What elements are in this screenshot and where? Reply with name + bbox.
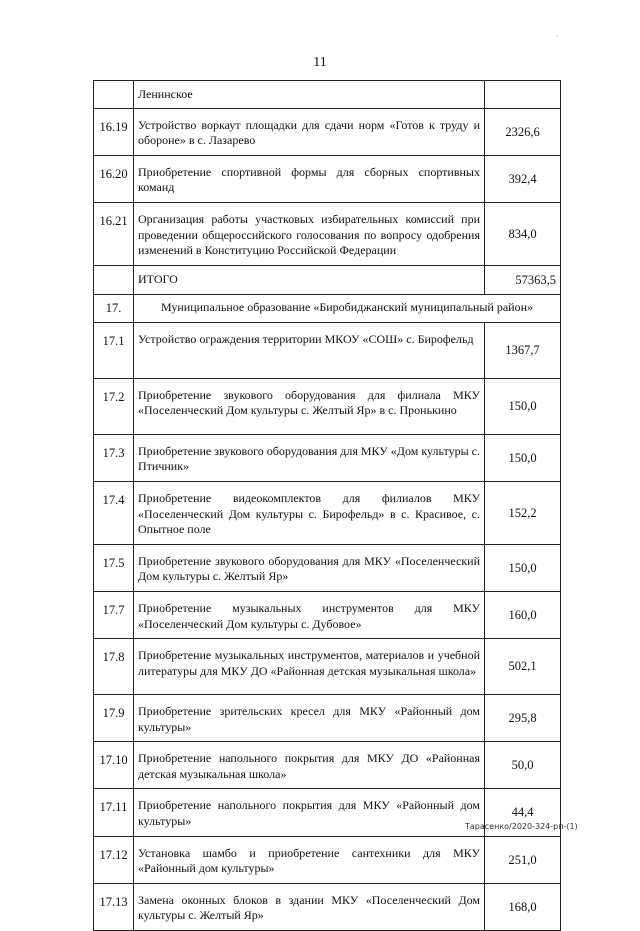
table-row <box>94 108 561 155</box>
corner-mark: · <box>556 32 559 41</box>
row-value <box>485 81 561 109</box>
table-row <box>94 322 561 378</box>
row-value: 150,0 <box>485 544 561 591</box>
row-value: 57363,5 <box>485 265 561 294</box>
row-description: Приобретение напольного покрытия для МКУ ДО «Районная детская музыкальная школа» <box>134 742 485 789</box>
row-number: 17.3 <box>94 434 134 481</box>
row-description: ИТОГО <box>134 265 485 294</box>
table-row <box>94 81 561 109</box>
row-description: Приобретение музыкальных инструментов для МКУ «Поселенческий Дом культуры с. Дубовое» <box>134 591 485 638</box>
row-number: 17.11 <box>94 789 134 836</box>
table-row <box>94 265 561 294</box>
row-description: Приобретение музыкальных инструментов, материалов и учебной литературы для МКУ ДО «Районная детская музыкальная школа» <box>134 639 485 695</box>
table-row <box>94 481 561 544</box>
row-number: 17. <box>94 294 134 322</box>
row-value: 150,0 <box>485 378 561 434</box>
row-number: 16.20 <box>94 155 134 202</box>
row-number: 16.21 <box>94 202 134 265</box>
row-value: 160,0 <box>485 591 561 638</box>
row-value: 251,0 <box>485 836 561 883</box>
row-value: 168,0 <box>485 883 561 930</box>
table-row <box>94 202 561 265</box>
table-row <box>94 378 561 434</box>
row-description: Приобретение звукового оборудования для филиала МКУ «Поселенческий Дом культуры с. Желтый Яр» в с. Пронькино <box>134 378 485 434</box>
row-value: 2326,6 <box>485 108 561 155</box>
row-description: Ленинское <box>134 81 485 109</box>
table-row <box>94 742 561 789</box>
row-value: 834,0 <box>485 202 561 265</box>
row-number <box>94 265 134 294</box>
table-row <box>94 544 561 591</box>
row-description: Приобретение спортивной формы для сборных спортивных команд <box>134 155 485 202</box>
page-number: 11 <box>313 55 327 70</box>
row-description: Приобретение звукового оборудования для МКУ «Поселенческий Дом культуры с. Желтый Яр» <box>134 544 485 591</box>
row-number: 17.5 <box>94 544 134 591</box>
document-code: Тарасенко/2020-324-рп-(1) <box>465 822 578 831</box>
row-description: Приобретение зрительских кресел для МКУ «Районный дом культуры» <box>134 695 485 742</box>
row-value: 150,0 <box>485 434 561 481</box>
row-value: 1367,7 <box>485 322 561 378</box>
row-description: Установка шамбо и приобретение сантехники для МКУ «Районный дом культуры» <box>134 836 485 883</box>
row-number <box>94 81 134 109</box>
table-row <box>94 695 561 742</box>
row-description: Устройство ограждения территории МКОУ «СОШ» с. Бирофельд <box>134 322 485 378</box>
row-value: 50,0 <box>485 742 561 789</box>
row-value: 152,2 <box>485 481 561 544</box>
row-description: Приобретение напольного покрытия для МКУ «Районный дом культуры» <box>134 789 485 836</box>
row-description: Замена оконных блоков в здании МКУ «Поселенческий Дом культуры с. Желтый Яр» <box>134 883 485 930</box>
table-row <box>94 155 561 202</box>
row-number: 17.1 <box>94 322 134 378</box>
row-number: 17.12 <box>94 836 134 883</box>
row-description: Устройство воркаут площадки для сдачи норм «Готов к труду и обороне» в с. Лазарево <box>134 108 485 155</box>
row-value: 502,1 <box>485 639 561 695</box>
row-number: 17.2 <box>94 378 134 434</box>
row-number: 17.13 <box>94 883 134 930</box>
table-row <box>94 639 561 695</box>
row-number: 16.19 <box>94 108 134 155</box>
table-row <box>94 294 561 322</box>
row-number: 17.10 <box>94 742 134 789</box>
row-number: 17.9 <box>94 695 134 742</box>
row-number: 17.8 <box>94 639 134 695</box>
row-description: Организация работы участковых избирательных комиссий при проведении общероссийского голосования по вопросу одобрения изменений в Конституцию Российской Федерации <box>134 202 485 265</box>
table-row <box>94 434 561 481</box>
row-number: 17.7 <box>94 591 134 638</box>
row-value: 44,4 <box>485 789 561 836</box>
budget-table <box>93 80 561 931</box>
table-row <box>94 591 561 638</box>
row-value: 295,8 <box>485 695 561 742</box>
row-description: Приобретение звукового оборудования для МКУ «Дом культуры с. Птичник» <box>134 434 485 481</box>
row-number: 17.4 <box>94 481 134 544</box>
table-row <box>94 836 561 883</box>
row-value: 392,4 <box>485 155 561 202</box>
row-description: Приобретение видеокомплектов для филиалов МКУ «Поселенческий Дом культуры с. Бирофельд» в с. Красивое, с. Опытное поле <box>134 481 485 544</box>
table-body <box>94 81 561 931</box>
section-title: Муниципальное образование «Биробиджанский муниципальный район» <box>134 294 561 322</box>
table-row <box>94 883 561 930</box>
